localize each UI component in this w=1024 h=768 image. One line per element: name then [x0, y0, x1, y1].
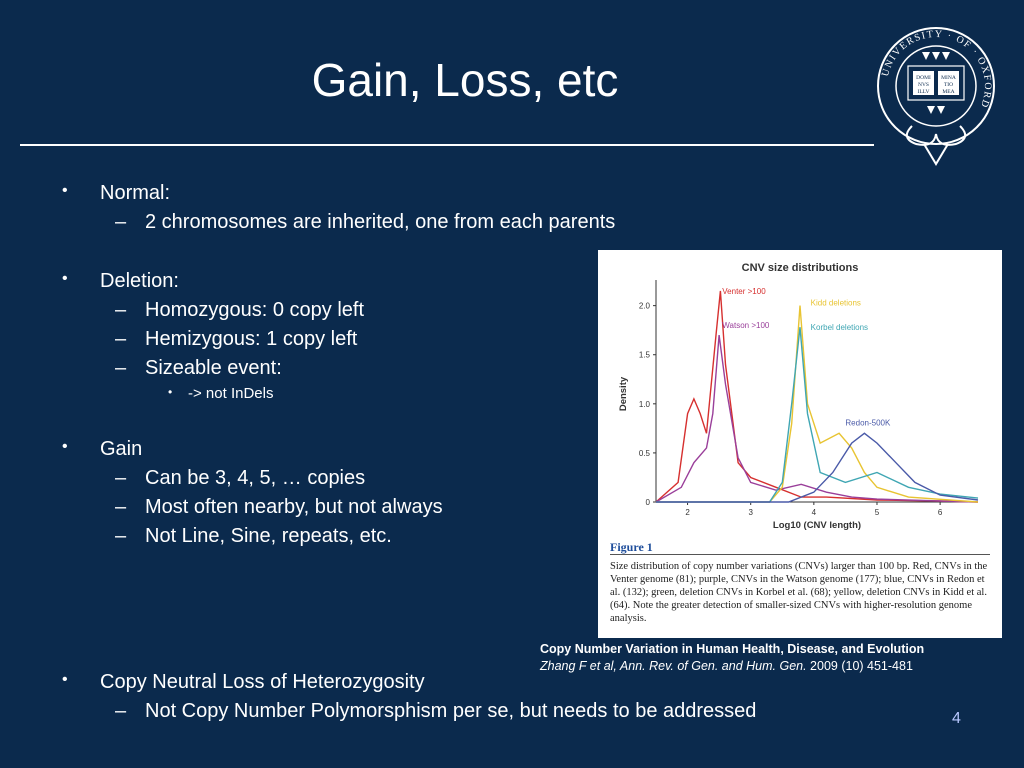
- series-label: Venter >100: [722, 286, 766, 296]
- x-tick-label: 3: [748, 508, 753, 517]
- sub-bullet: – Most often nearby, but not always: [115, 496, 443, 518]
- citation-title: Copy Number Variation in Human Health, Disease, and Evolution: [540, 642, 925, 656]
- sub-bullet: – Can be 3, 4, 5, … copies: [115, 467, 366, 489]
- cnv-figure: [598, 250, 1002, 638]
- svg-text:DOMI: DOMI: [916, 75, 931, 81]
- x-tick-label: 5: [874, 508, 880, 517]
- series-label: Redon-500K: [845, 418, 891, 428]
- y-axis-label: Density: [618, 376, 629, 412]
- bullet-deletion: • Deletion:: [62, 270, 179, 292]
- figure-rule: [610, 554, 990, 555]
- bullet-normal: • Normal:: [62, 182, 171, 204]
- bullet-gain: • Gain: [62, 438, 143, 460]
- sub-sub-bullet: • -> not InDels: [168, 385, 274, 402]
- x-tick-label: 4: [811, 508, 817, 517]
- sub-bullet: – 2 chromosomes are inherited, one from each parents: [115, 211, 616, 233]
- sub-bullet: – Not Line, Sine, repeats, etc.: [115, 525, 392, 547]
- sub-bullet: – Not Copy Number Polymorsphism per se, but needs to be addressed: [115, 700, 757, 722]
- bullet-cnloh: • Copy Neutral Loss of Heterozygosity: [62, 671, 425, 693]
- series-line: [656, 306, 978, 502]
- figure-caption: Size distribution of copy number variations (CNVs) larger than 100 bp. Red, CNVs in the Venter genome (81); purple, CNVs in the Watson genome (177); blue, CNVs in Redon et al. (132); green, deletion CNVs in Korbel et al. (68); yellow, deletion CNVs in Kidd et al. (64). Note the greater detection of smaller-sized CNVs with higher-resolution genome analysis.: [610, 561, 988, 624]
- series-line: [656, 335, 978, 502]
- y-tick-label: 0.5: [638, 448, 650, 458]
- series-line: [656, 327, 978, 502]
- page-number: 4: [952, 710, 961, 727]
- citation-details: 2009 (10) 451-481: [806, 659, 913, 673]
- x-axis-label: Log10 (CNV length): [772, 520, 862, 531]
- svg-text:MEA: MEA: [942, 89, 955, 95]
- series-label: Kidd deletions: [810, 298, 861, 308]
- svg-text:UNIVERSITY · OF · OXFORD: UNIVERSITY · OF · OXFORD: [879, 28, 994, 111]
- sub-bullet: – Sizeable event:: [115, 357, 282, 379]
- series-label: Korbel deletions: [810, 323, 869, 333]
- series-label: Watson >100: [722, 321, 770, 331]
- chart-title: CNV size distributions: [741, 262, 859, 274]
- citation-reference: [540, 659, 913, 673]
- y-tick-label: 1.5: [638, 350, 650, 360]
- sub-bullet: – Hemizygous: 1 copy left: [115, 328, 358, 350]
- cnv-chart: [598, 250, 1002, 535]
- x-tick-label: 6: [937, 508, 943, 517]
- sub-bullet: – Homozygous: 0 copy left: [115, 299, 364, 321]
- svg-text:ILLV: ILLV: [917, 89, 930, 95]
- slide-title: Gain, Loss, etc: [311, 54, 619, 106]
- x-tick-label: 2: [685, 508, 690, 517]
- svg-text:NVS: NVS: [917, 82, 930, 88]
- citation-authors: Zhang F et al, Ann. Rev. of Gen. and Hum. Gen.: [540, 659, 807, 673]
- svg-text:MINA: MINA: [941, 75, 956, 81]
- y-tick-label: 1.0: [638, 399, 650, 409]
- y-tick-label: 0: [645, 498, 650, 507]
- svg-text:TIO: TIO: [943, 82, 954, 88]
- y-tick-label: 2.0: [638, 301, 650, 311]
- figure-label: Figure 1: [610, 540, 653, 554]
